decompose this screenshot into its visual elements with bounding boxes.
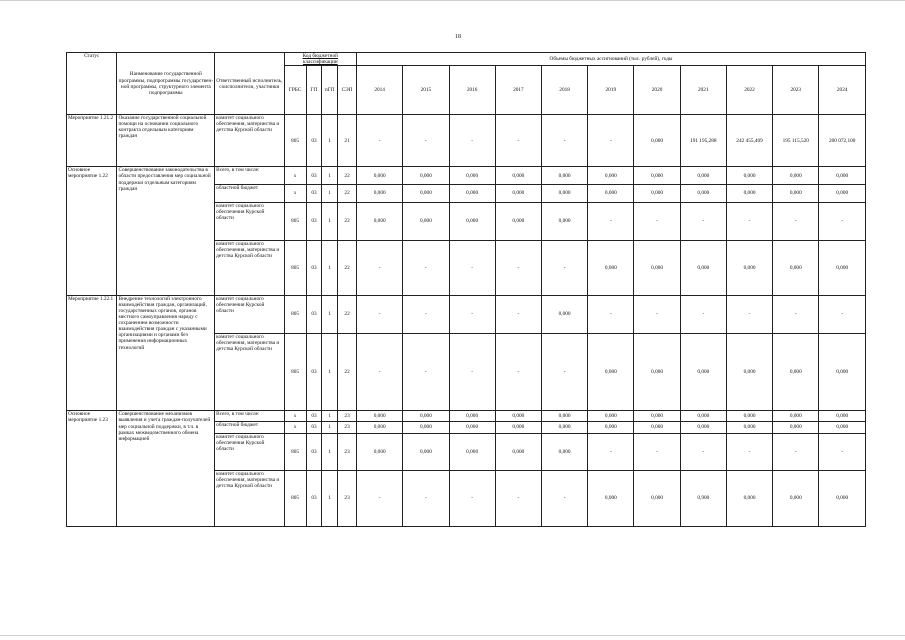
row-value: 242 455,409 xyxy=(726,115,772,167)
header-volumes: Объемы бюджетных ассигнований (тыс. рублей), годы xyxy=(357,53,866,66)
header-code-col: ГРБС xyxy=(284,66,306,115)
row-code: х xyxy=(284,167,306,185)
row-value: 0,000 xyxy=(449,202,495,240)
row-status: Основное мероприятие 1.23 xyxy=(67,411,117,527)
row-code: 805 xyxy=(284,295,306,333)
row-value: 0,000 xyxy=(819,470,866,526)
row-value: - xyxy=(588,433,634,470)
row-code: 03 xyxy=(306,422,322,433)
row-name: Совершенствование законодательства в области предоставления мер социальной поддержки отдельным категориям граждан xyxy=(117,167,215,296)
row-value: - xyxy=(449,115,495,167)
row-value: 0,000 xyxy=(495,167,541,185)
row-value: - xyxy=(773,295,819,333)
row-value: 0,000 xyxy=(634,115,680,167)
row-code: 22 xyxy=(338,202,357,240)
table-row xyxy=(67,295,866,333)
row-value: - xyxy=(634,433,680,470)
row-value: - xyxy=(773,202,819,240)
row-value: 0,000 xyxy=(495,185,541,202)
row-value: 0,000 xyxy=(449,433,495,470)
row-value: 0,000 xyxy=(541,185,587,202)
row-value: - xyxy=(357,295,403,333)
row-value: 0,000 xyxy=(495,202,541,240)
row-code: 805 xyxy=(284,115,306,167)
row-value: 0,000 xyxy=(634,334,680,411)
row-value: 0,000 xyxy=(819,240,866,295)
row-name: Оказание государственной социальной помощи на основании социального контракта отдельным категориям граждан xyxy=(117,115,215,167)
row-value: 0,000 xyxy=(773,185,819,202)
row-value: - xyxy=(357,240,403,295)
row-value: 0,000 xyxy=(773,470,819,526)
row-value: - xyxy=(588,202,634,240)
row-value: - xyxy=(541,334,587,411)
row-executor: комитет социального обеспечения, материнства и детства Курской области xyxy=(215,115,284,167)
row-value: 0,000 xyxy=(588,185,634,202)
row-value: 0,000 xyxy=(403,433,449,470)
row-value: - xyxy=(680,295,726,333)
row-value: - xyxy=(819,202,866,240)
row-value: - xyxy=(495,470,541,526)
row-code: 1 xyxy=(322,295,338,333)
header-name: Наименование государственной программы, подпрограммы государствен-ной программы, структурного элемента подпрограммы xyxy=(117,53,215,115)
row-value: - xyxy=(726,433,772,470)
row-code: х xyxy=(284,422,306,433)
row-code: 805 xyxy=(284,470,306,526)
row-value: 0,000 xyxy=(403,185,449,202)
row-code: 23 xyxy=(338,411,357,422)
header-executor: Ответственный исполнитель, соисполнители, участники xyxy=(215,53,284,115)
row-value: - xyxy=(403,240,449,295)
row-value: 0,000 xyxy=(773,411,819,422)
row-value: - xyxy=(449,334,495,411)
row-code: 21 xyxy=(338,115,357,167)
row-value: 0,000 xyxy=(726,240,772,295)
row-value: - xyxy=(634,295,680,333)
row-value: - xyxy=(495,334,541,411)
row-status: Мероприятие 1.21.2 xyxy=(67,115,117,167)
row-code: 805 xyxy=(284,202,306,240)
row-status: Основное мероприятие 1.22 xyxy=(67,167,117,296)
row-code: 1 xyxy=(322,470,338,526)
row-value: - xyxy=(680,433,726,470)
row-executor: комитет социального обеспечения, материнства и детства Курской области xyxy=(215,334,284,411)
row-code: 805 xyxy=(284,334,306,411)
row-value: 0,000 xyxy=(634,167,680,185)
row-code: 1 xyxy=(322,185,338,202)
row-value: 0,000 xyxy=(588,411,634,422)
header-year: 2018 xyxy=(541,66,587,115)
row-code: 1 xyxy=(322,433,338,470)
row-value: 0,000 xyxy=(588,334,634,411)
header-year: 2023 xyxy=(773,66,819,115)
row-code: 03 xyxy=(306,433,322,470)
row-value: - xyxy=(588,115,634,167)
page-number: 18 xyxy=(455,34,461,40)
header-year: 2014 xyxy=(357,66,403,115)
row-code: 23 xyxy=(338,422,357,433)
row-code: 03 xyxy=(306,334,322,411)
table-header xyxy=(67,53,866,115)
row-value: 0,000 xyxy=(819,411,866,422)
row-executor: комитет социального обеспечения, материнства и детства Курской области xyxy=(215,470,284,526)
row-value: 0,000 xyxy=(588,240,634,295)
header-year: 2021 xyxy=(680,66,726,115)
row-value: 195 115,520 xyxy=(773,115,819,167)
row-code: 22 xyxy=(338,185,357,202)
header-year: 2017 xyxy=(495,66,541,115)
row-value: 0,000 xyxy=(541,411,587,422)
row-code: х xyxy=(284,411,306,422)
row-value: 200 072,100 xyxy=(819,115,866,167)
row-value: - xyxy=(403,334,449,411)
row-value: - xyxy=(495,115,541,167)
row-value: - xyxy=(680,202,726,240)
row-status: Мероприятие 1.22.1 xyxy=(67,295,117,411)
row-code: 23 xyxy=(338,470,357,526)
row-code: 805 xyxy=(284,433,306,470)
row-value: 0,000 xyxy=(726,470,772,526)
row-value: 0,000 xyxy=(541,202,587,240)
row-value: 0,000 xyxy=(634,422,680,433)
row-value: 0,000 xyxy=(680,422,726,433)
row-code: 1 xyxy=(322,422,338,433)
scan-edge-bottom xyxy=(0,635,905,636)
row-code: 22 xyxy=(338,334,357,411)
row-value: - xyxy=(541,470,587,526)
row-value: 0,000 xyxy=(357,202,403,240)
table-row xyxy=(67,411,866,422)
row-value: 0,000 xyxy=(588,167,634,185)
row-value: 0,000 xyxy=(357,185,403,202)
row-value: 0,000 xyxy=(773,422,819,433)
row-value: - xyxy=(541,115,587,167)
row-executor: комитет социального обеспечения Курской области xyxy=(215,202,284,240)
row-value: 0,900 xyxy=(680,470,726,526)
row-value: 0,000 xyxy=(541,433,587,470)
row-value: 0,000 xyxy=(819,167,866,185)
header-code-col: СЭП xyxy=(338,66,357,115)
row-executor: комитет социального обеспечения, материнства и детства Курской области xyxy=(215,240,284,295)
row-value: 0,000 xyxy=(495,433,541,470)
row-code: 1 xyxy=(322,334,338,411)
row-value: 0,000 xyxy=(773,240,819,295)
row-value: - xyxy=(819,433,866,470)
row-code: 22 xyxy=(338,295,357,333)
row-code: 03 xyxy=(306,295,322,333)
header-code-col: ГП xyxy=(306,66,322,115)
header-year: 2016 xyxy=(449,66,495,115)
row-value: - xyxy=(357,115,403,167)
row-value: 0,000 xyxy=(819,334,866,411)
row-code: 03 xyxy=(306,411,322,422)
row-value: 0,000 xyxy=(403,167,449,185)
row-code: 03 xyxy=(306,202,322,240)
row-value: 0,000 xyxy=(680,240,726,295)
row-value: 0,000 xyxy=(680,411,726,422)
row-value: 0,000 xyxy=(495,422,541,433)
row-code: 22 xyxy=(338,240,357,295)
row-value: 0,000 xyxy=(449,422,495,433)
header-year: 2022 xyxy=(726,66,772,115)
scan-edge-top xyxy=(0,0,905,1)
row-value: 0,000 xyxy=(403,202,449,240)
row-value: 0,000 xyxy=(726,422,772,433)
row-value: 191 195,288 xyxy=(680,115,726,167)
row-value: - xyxy=(357,334,403,411)
row-value: 0,000 xyxy=(588,470,634,526)
row-value: 0,000 xyxy=(680,167,726,185)
header-year: 2024 xyxy=(819,66,866,115)
row-value: 0,000 xyxy=(449,167,495,185)
row-code: 1 xyxy=(322,202,338,240)
row-value: - xyxy=(403,115,449,167)
row-name: Внедрение технологий электронного взаимодействия граждан, организаций, государственных органов, органов местного самоуправления наряду с сохранением возможности взаимодействия граждан с указанными организациями и органами без применения информационных технологий xyxy=(117,295,215,411)
row-value: 0,000 xyxy=(773,167,819,185)
row-value: - xyxy=(449,295,495,333)
row-executor: комитет социального обеспечения Курской области xyxy=(215,295,284,333)
row-value: 0,000 xyxy=(357,411,403,422)
row-value: 0,000 xyxy=(357,422,403,433)
row-value: 0,000 xyxy=(726,411,772,422)
row-value: - xyxy=(819,295,866,333)
row-code: 03 xyxy=(306,185,322,202)
row-executor: комитет социального обеспечения Курской области xyxy=(215,433,284,470)
row-value: 0,000 xyxy=(541,422,587,433)
row-value: - xyxy=(357,470,403,526)
row-value: 0,000 xyxy=(726,334,772,411)
row-executor: областной бюджет xyxy=(215,185,284,202)
row-code: 03 xyxy=(306,240,322,295)
row-value: 0,000 xyxy=(726,167,772,185)
row-code: 1 xyxy=(322,240,338,295)
row-code: 1 xyxy=(322,167,338,185)
row-value: 0,000 xyxy=(726,185,772,202)
row-executor: Всего, в том числе: xyxy=(215,167,284,185)
header-year: 2015 xyxy=(403,66,449,115)
row-value: - xyxy=(634,202,680,240)
row-code: 1 xyxy=(322,115,338,167)
row-value: - xyxy=(495,240,541,295)
row-value: - xyxy=(403,470,449,526)
row-value: - xyxy=(726,295,772,333)
budget-allocation-table xyxy=(66,52,866,527)
row-value: - xyxy=(403,295,449,333)
row-code: 03 xyxy=(306,115,322,167)
row-code: 22 xyxy=(338,167,357,185)
row-executor: Всего, в том числе: xyxy=(215,411,284,422)
table-row xyxy=(67,167,866,185)
row-value: 0,000 xyxy=(634,470,680,526)
table-row xyxy=(67,115,866,167)
row-value: - xyxy=(588,295,634,333)
row-value: 0,000 xyxy=(819,185,866,202)
row-value: 0,000 xyxy=(403,411,449,422)
row-code: 03 xyxy=(306,470,322,526)
row-value: - xyxy=(541,240,587,295)
header-code-col: пГП xyxy=(322,66,338,115)
header-year: 2019 xyxy=(588,66,634,115)
row-value: 0,000 xyxy=(357,167,403,185)
row-value: 0,000 xyxy=(680,185,726,202)
row-value: 0,000 xyxy=(773,334,819,411)
table-body xyxy=(67,115,866,527)
row-code: 805 xyxy=(284,240,306,295)
row-value: 0,000 xyxy=(634,185,680,202)
row-value: 0,000 xyxy=(819,422,866,433)
row-value: - xyxy=(449,470,495,526)
header-status: Статус xyxy=(67,53,117,115)
row-code: 03 xyxy=(306,167,322,185)
row-value: - xyxy=(495,295,541,333)
header-year: 2020 xyxy=(634,66,680,115)
row-value: 0,000 xyxy=(541,295,587,333)
row-value: - xyxy=(726,202,772,240)
row-value: 0,000 xyxy=(634,240,680,295)
row-value: 0,000 xyxy=(680,334,726,411)
row-value: 0,000 xyxy=(634,411,680,422)
row-code: х xyxy=(284,185,306,202)
row-value: - xyxy=(773,433,819,470)
row-value: 0,000 xyxy=(495,411,541,422)
row-code: 23 xyxy=(338,433,357,470)
row-value: 0,000 xyxy=(403,422,449,433)
header-budget-code: Код бюджетной классификации xyxy=(284,53,357,66)
row-value: 0,000 xyxy=(449,411,495,422)
row-value: 0,000 xyxy=(541,167,587,185)
row-value: 0,000 xyxy=(588,422,634,433)
row-value: - xyxy=(449,240,495,295)
row-executor: областной бюджет xyxy=(215,422,284,433)
row-code: 1 xyxy=(322,411,338,422)
row-value: 0,000 xyxy=(449,185,495,202)
row-name: Совершенствование механизмов выявления и учета граждан-получателей мер социальной поддержки, в т.ч. в рамках межведомственного обмена информацией xyxy=(117,411,215,527)
row-value: 0,000 xyxy=(357,433,403,470)
